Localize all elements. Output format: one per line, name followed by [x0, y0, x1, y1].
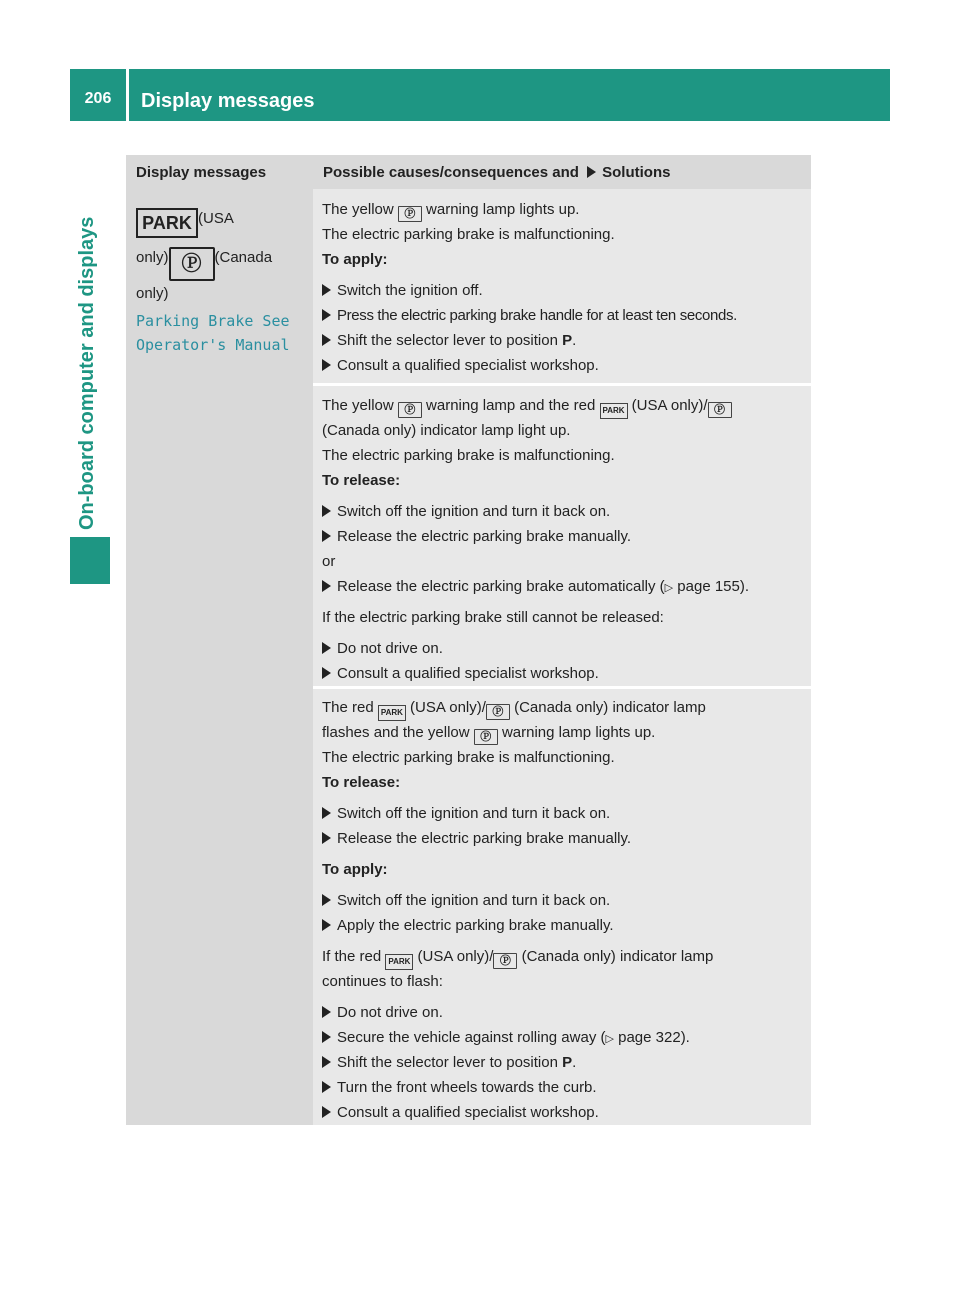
arrow-icon — [587, 166, 596, 178]
display-message-cell — [126, 189, 313, 1125]
usa-label: (USA — [198, 210, 234, 227]
park-indicator-icon: PARK — [600, 403, 628, 419]
text: (Canada only) indicator lamp light up. — [322, 422, 571, 439]
text: (Canada only) indicator lamp — [521, 948, 714, 965]
step-text: Consult a qualified specialist workshop. — [337, 665, 599, 682]
text: The yellow — [322, 201, 394, 218]
text: The yellow — [322, 397, 394, 414]
list-item — [322, 913, 808, 938]
park-indicator-icon: PARK — [378, 705, 406, 721]
list-item — [322, 1050, 808, 1075]
row-divider — [313, 686, 811, 689]
page-link[interactable]: page 322). — [618, 1029, 690, 1046]
arrow-icon — [322, 1081, 331, 1093]
arrow-icon — [322, 284, 331, 296]
step-text: Press the electric parking brake handle for at least ten seconds. — [337, 307, 737, 324]
malfunction-text: The electric parking brake is malfunctioning. — [322, 749, 615, 766]
text: warning lamp and the red — [426, 397, 596, 414]
column-header-display-messages: Display messages — [126, 155, 313, 189]
list-item — [322, 826, 808, 851]
release-heading: To release: — [322, 472, 401, 489]
text: . — [572, 332, 577, 349]
step-text: Shift the selector lever to position — [337, 1054, 558, 1071]
page-ref-icon: ▷ — [664, 582, 674, 594]
arrow-icon — [322, 919, 331, 931]
list-item — [322, 574, 808, 599]
step-text: Release the electric parking brake manually. — [337, 830, 632, 847]
arrow-icon — [322, 894, 331, 906]
position-p: P — [562, 1054, 573, 1071]
text: (USA only)/ — [631, 397, 708, 414]
apply-heading: To apply: — [322, 861, 388, 878]
list-item — [322, 499, 808, 524]
page-ref-icon: ▷ — [605, 1033, 614, 1045]
parking-brake-p-icon: Ⓟ — [493, 953, 517, 969]
list-item — [322, 278, 808, 303]
step-text: Do not drive on. — [337, 1004, 443, 1021]
text: flashes and the yellow — [322, 724, 470, 741]
arrow-icon — [322, 309, 331, 321]
canada-label: (Canada — [214, 249, 273, 266]
step-text: Switch off the ignition and turn it back on. — [337, 503, 611, 520]
column-header-solutions — [313, 155, 811, 189]
step-text: Turn the front wheels towards the curb. — [337, 1079, 597, 1096]
step-text: Switch off the ignition and turn it back on. — [337, 892, 611, 909]
list-item — [322, 303, 808, 328]
step-text: Secure the vehicle against rolling away ( — [337, 1029, 606, 1046]
arrow-icon — [322, 1006, 331, 1018]
parking-brake-warning-icon: Ⓟ — [474, 729, 498, 745]
release-heading: To release: — [322, 774, 401, 791]
text: continues to flash: — [322, 973, 443, 990]
text: . — [572, 1054, 577, 1071]
arrow-icon — [322, 642, 331, 654]
list-item — [322, 1025, 808, 1050]
arrow-icon — [322, 1031, 331, 1043]
arrow-icon — [322, 334, 331, 346]
text: If the red — [322, 948, 382, 965]
text: (USA only)/ — [410, 699, 486, 716]
text: warning lamp lights up. — [426, 201, 580, 218]
park-icon: PARK — [136, 208, 198, 238]
malfunction-text: The electric parking brake is malfunctioning. — [322, 226, 615, 243]
park-indicator-icon: PARK — [385, 954, 413, 970]
messages-table — [126, 155, 811, 1125]
page-link[interactable]: page 155). — [677, 578, 750, 595]
apply-heading: To apply: — [322, 251, 388, 268]
step-text: Switch the ignition off. — [337, 282, 483, 299]
list-item — [322, 1075, 808, 1100]
step-text: Apply the electric parking brake manually. — [337, 917, 614, 934]
parking-brake-warning-icon: Ⓟ — [398, 402, 422, 418]
list-item — [322, 661, 808, 686]
parking-brake-p-icon: Ⓟ — [169, 247, 215, 281]
display-message-line-1: Parking Brake See — [136, 312, 290, 330]
list-item — [322, 801, 808, 826]
text: (Canada only) indicator lamp — [514, 699, 706, 716]
arrow-icon — [322, 832, 331, 844]
step-text: Consult a qualified specialist workshop. — [337, 357, 599, 374]
step-text: Shift the selector lever to position — [337, 332, 558, 349]
solution-row-2 — [322, 393, 808, 686]
list-item — [322, 1000, 808, 1025]
side-tab-block — [70, 537, 110, 584]
arrow-icon — [322, 667, 331, 679]
arrow-icon — [322, 505, 331, 517]
only-label-2: only) — [136, 285, 169, 302]
side-tab-label: On-board computer and displays — [76, 216, 98, 530]
list-item — [322, 888, 808, 913]
malfunction-text: The electric parking brake is malfunctioning. — [322, 447, 615, 464]
parking-brake-p-icon: Ⓟ — [708, 402, 732, 418]
column-header-text: Possible causes/consequences and — [323, 164, 579, 181]
display-message-line-2: Operator's Manual — [136, 336, 290, 354]
text: The red — [322, 699, 374, 716]
list-item — [322, 328, 808, 353]
section-title: Display messages — [141, 90, 315, 112]
or-text: or — [322, 553, 336, 570]
step-text: Do not drive on. — [337, 640, 443, 657]
text: (USA only)/ — [417, 948, 494, 965]
parking-brake-p-icon: Ⓟ — [486, 704, 510, 720]
arrow-icon — [322, 1056, 331, 1068]
page-number: 206 — [84, 90, 112, 107]
arrow-icon — [322, 807, 331, 819]
list-item — [322, 353, 808, 378]
text: warning lamp lights up. — [501, 724, 656, 741]
list-item — [322, 1100, 808, 1125]
list-item — [322, 524, 808, 549]
header-divider — [126, 69, 129, 121]
step-text: Switch off the ignition and turn it back on. — [337, 805, 611, 822]
arrow-icon — [322, 1106, 331, 1118]
step-text: Release the electric parking brake manually. — [337, 528, 632, 545]
list-item — [322, 636, 808, 661]
column-header-solutions-label: Solutions — [602, 164, 671, 181]
arrow-icon — [322, 359, 331, 371]
only-label: only) — [136, 249, 169, 266]
step-text: Consult a qualified specialist workshop. — [337, 1104, 599, 1121]
row-divider — [313, 383, 811, 386]
position-p: P — [562, 332, 573, 349]
arrow-icon — [322, 580, 331, 592]
parking-brake-warning-icon: Ⓟ — [398, 206, 422, 222]
step-text: Release the electric parking brake automatically ( — [337, 578, 665, 595]
text: If the electric parking brake still cannot be released: — [322, 609, 664, 626]
solution-row-1 — [322, 197, 808, 378]
solution-row-3 — [322, 695, 808, 1125]
arrow-icon — [322, 530, 331, 542]
